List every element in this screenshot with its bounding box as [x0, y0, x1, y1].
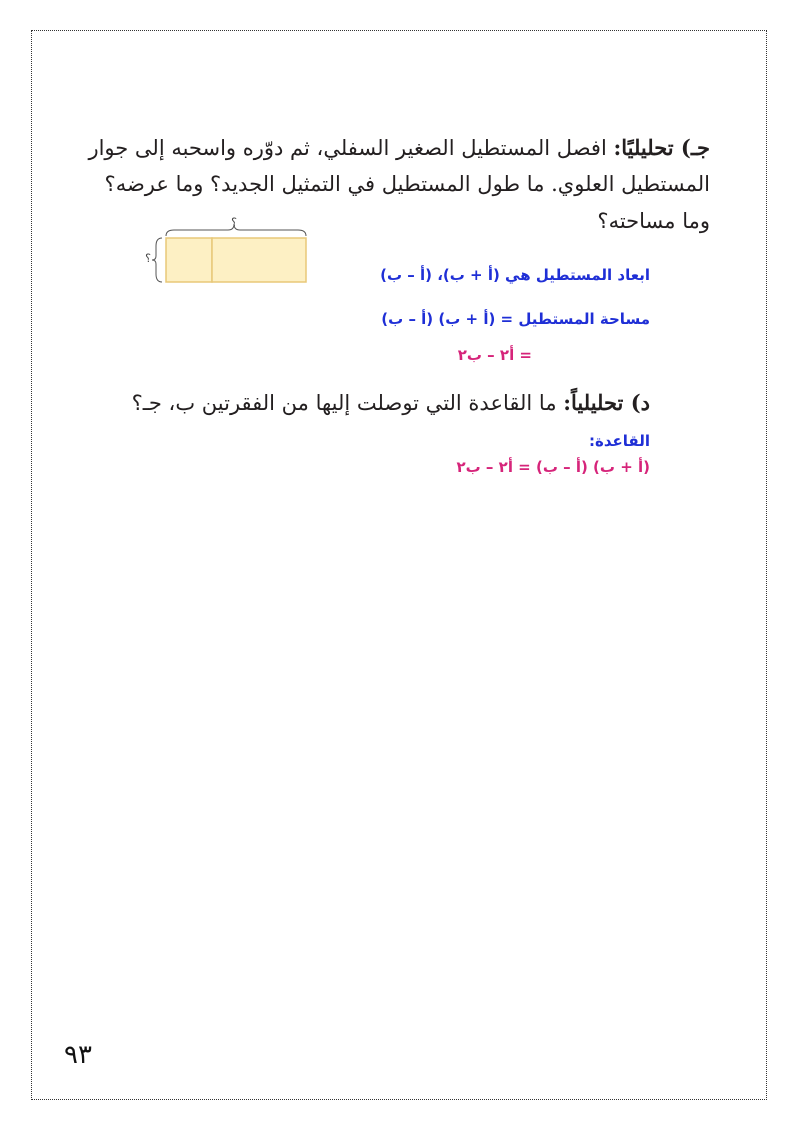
rectangle-figure [140, 212, 310, 292]
question-c-text-3: وما مساحته؟ [597, 209, 710, 233]
question-d-text: ما القاعدة التي توصلت إليها من الفقرتين ب، جـ؟ [131, 391, 557, 415]
answer-area-result: = أ٢ – ب٢ [457, 346, 532, 364]
rect-right-part [212, 238, 306, 282]
question-c-tag: جـ) تحليليًا: [613, 135, 710, 160]
question-c-line-3 [597, 209, 710, 233]
side-brace-icon [152, 238, 162, 282]
figure-top-label: ؟ [231, 216, 237, 229]
rect-left-part [166, 238, 212, 282]
question-d-tag: د) تحليلياً: [563, 390, 650, 415]
rule-formula: (أ + ب) (أ – ب) = أ٢ – ب٢ [456, 458, 650, 476]
question-c-line-1 [88, 135, 710, 160]
rule-label: القاعدة: [589, 432, 650, 450]
answer-dimensions: ابعاد المستطيل هي (أ + ب)، (أ – ب) [380, 266, 650, 284]
question-c-text-2: المستطيل العلوي. ما طول المستطيل في التمثيل الجديد؟ وما عرضه؟ [104, 172, 710, 196]
question-c-text-1: افصل المستطيل الصغير السفلي، ثم دوّره واسحبه إلى جوار [88, 136, 607, 160]
page-number: ٩٣ [64, 1040, 92, 1070]
question-d-line [132, 390, 650, 415]
figure-side-label: ؟ [145, 252, 151, 265]
answer-area: مساحة المستطيل = (أ + ب) (أ – ب) [381, 310, 650, 328]
question-c-line-2 [105, 172, 710, 196]
